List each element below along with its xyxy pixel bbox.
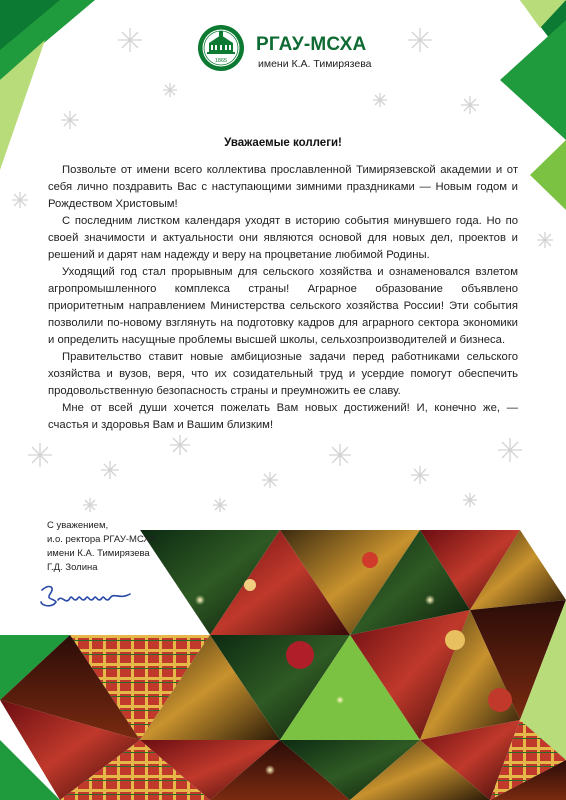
letter-paragraph: Позвольте от имени всего коллектива прославленной Тимирязевской академии и от себя лично поздравить Вас с наступающими зимними праздниками — Новым годом и Рождеством Христовым!: [48, 164, 518, 210]
signer-title: и.о. ректора РГАУ-МСХА: [47, 534, 156, 545]
org-name: РГАУ-МСХА: [256, 34, 367, 55]
letter-paragraph: Уходящий год стал прорывным для сельского хозяйства и ознаменовался взлетом агропромышленного комплекса страны! Аграрное образование объявлено приоритетным направлением Министерства сельского хозяйства России! Эти события позволили по-новому взглянуть на подготовку кадров для аграрного сектора экономики и определить насущные проблемы высшей школы, сельхозпроизводителей и бизнеса.: [48, 266, 518, 346]
signature-block: [47, 519, 156, 575]
emblem-year: 1865: [214, 58, 228, 64]
closing-line: С уважением,: [47, 520, 109, 531]
letter-paragraph: С последним листком календаря уходят в историю события минувшего года. Но по своей значимости и актуальности они являются основой для новых дел, проектов и решений и дарят нам надежду и веру на процветание любимой Родины.: [48, 215, 518, 261]
letter-paragraph: Мне от всей души хочется пожелать Вам новых достижений! И, конечно же, — счастья и здоровья Вам и Вашим близким!: [48, 402, 518, 431]
signer-org: имени К.А. Тимирязева: [47, 548, 150, 559]
handwritten-signature: [38, 580, 138, 614]
letter-body: [48, 162, 518, 434]
letter-paragraph: Правительство ставит новые амбициозные задачи перед работниками сельского хозяйства и вузов, веря, что их созидательный труд и усердие помогут обеспечить продовольственную безопасность страны и преумножить ее славу.: [48, 351, 518, 397]
org-subtitle: имени К.А. Тимирязева: [258, 58, 372, 70]
signer-name: Г.Д. Золина: [47, 562, 98, 573]
greeting-heading: Уважаемые коллеги!: [224, 137, 342, 149]
